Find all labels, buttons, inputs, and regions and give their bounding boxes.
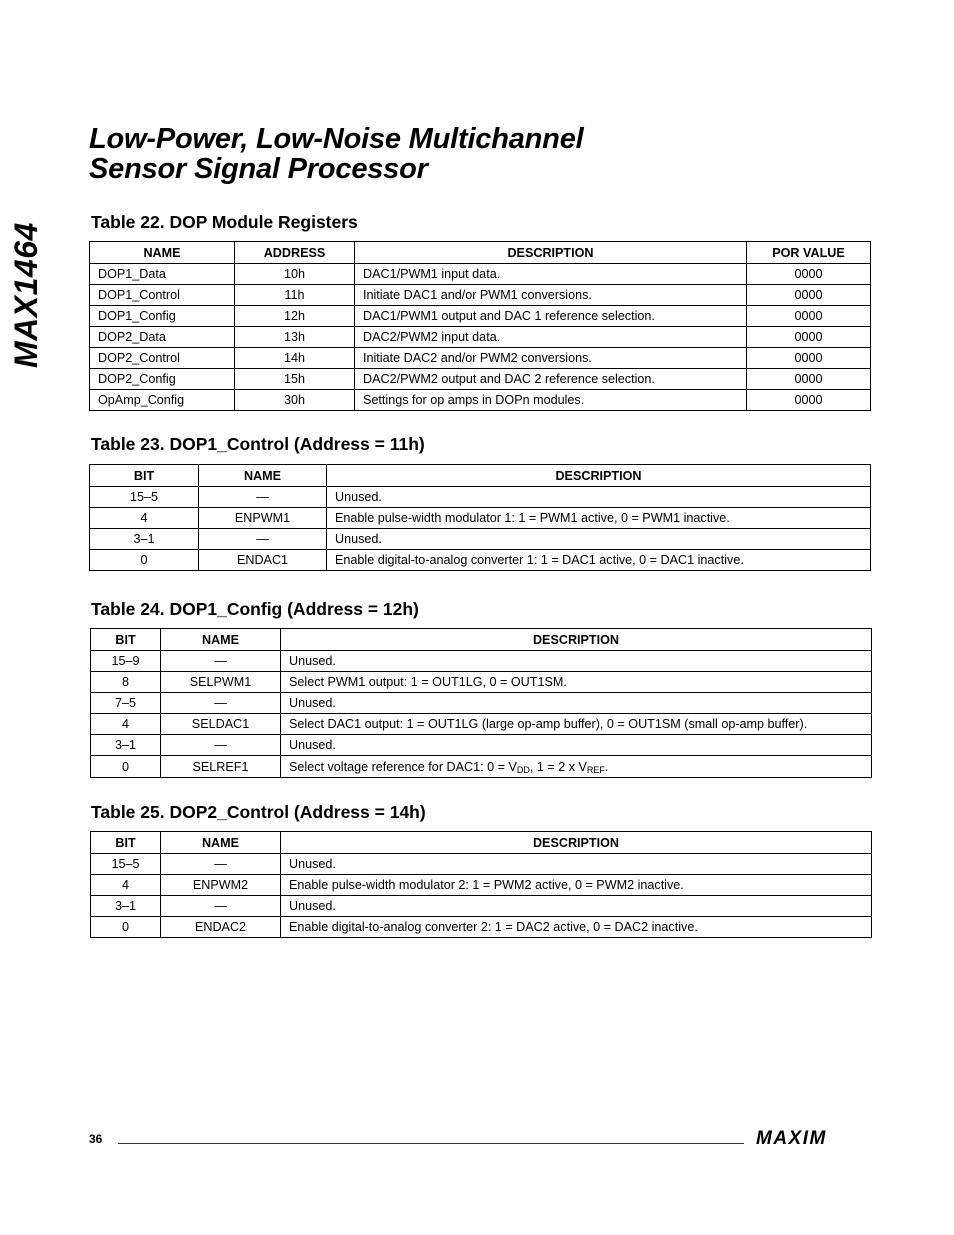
table-row: [91, 896, 872, 917]
desc-end: .: [604, 759, 609, 774]
cell-name: DOP1_Data: [90, 264, 235, 285]
table-row: [90, 487, 871, 508]
cell-por: 0000: [747, 306, 871, 327]
cell-description: Select PWM1 output: 1 = OUT1LG, 0 = OUT1SM.: [281, 672, 872, 693]
cell-description: [281, 756, 872, 778]
cell-name: DOP2_Data: [90, 327, 235, 348]
col-header-description: DESCRIPTION: [281, 832, 872, 854]
cell-description: Unused.: [327, 487, 871, 508]
table-row: [91, 672, 872, 693]
table-row: [91, 756, 872, 778]
title-line-2: Sensor Signal Processor: [89, 153, 428, 185]
table25: [90, 831, 872, 938]
cell-address: 13h: [235, 327, 355, 348]
cell-description: Unused.: [327, 529, 871, 550]
page-number: 36: [89, 1132, 103, 1146]
table-row: [91, 854, 872, 875]
cell-description: Unused.: [281, 735, 872, 756]
table22: [89, 241, 871, 411]
table-row: [90, 264, 871, 285]
cell-name: —: [161, 854, 281, 875]
cell-por: 0000: [747, 348, 871, 369]
cell-por: 0000: [747, 264, 871, 285]
col-header-description: DESCRIPTION: [355, 242, 747, 264]
table23: [89, 464, 871, 571]
cell-por: 0000: [747, 327, 871, 348]
cell-address: 12h: [235, 306, 355, 327]
title-line-1: Low-Power, Low-Noise Multichannel: [89, 123, 584, 155]
cell-bit: 0: [91, 756, 161, 778]
subscript-ref: REF: [586, 764, 605, 775]
cell-description: Enable pulse-width modulator 1: 1 = PWM1 active, 0 = PWM1 inactive.: [327, 508, 871, 529]
cell-name: ENPWM2: [161, 875, 281, 896]
footer-divider: [118, 1143, 744, 1144]
subscript-dd: DD: [516, 764, 530, 775]
table-row: [90, 285, 871, 306]
col-header-description: DESCRIPTION: [281, 629, 872, 651]
cell-description: Settings for op amps in DOPn modules.: [355, 390, 747, 411]
col-header-address: ADDRESS: [235, 242, 355, 264]
cell-bit: 3–1: [90, 529, 199, 550]
cell-description: Initiate DAC2 and/or PWM2 conversions.: [355, 348, 747, 369]
col-header-name: NAME: [161, 832, 281, 854]
cell-description: DAC2/PWM2 input data.: [355, 327, 747, 348]
table-row: [90, 550, 871, 571]
cell-description: Select DAC1 output: 1 = OUT1LG (large op-amp buffer), 0 = OUT1SM (small op-amp buffer).: [281, 714, 872, 735]
cell-description: DAC1/PWM1 output and DAC 1 reference selection.: [355, 306, 747, 327]
col-header-bit: BIT: [90, 465, 199, 487]
cell-name: ENDAC2: [161, 917, 281, 938]
maxim-logo: [756, 1129, 866, 1152]
table25-caption: Table 25. DOP2_Control (Address = 14h): [91, 802, 426, 822]
page-title: [89, 124, 584, 184]
cell-name: OpAmp_Config: [90, 390, 235, 411]
table-row: [90, 369, 871, 390]
maxim-logo-text: MAXIM: [756, 1129, 827, 1147]
cell-bit: 0: [91, 917, 161, 938]
cell-name: DOP2_Control: [90, 348, 235, 369]
cell-description: Unused.: [281, 854, 872, 875]
table-row: [90, 529, 871, 550]
cell-bit: 3–1: [91, 896, 161, 917]
cell-name: —: [161, 896, 281, 917]
cell-bit: 8: [91, 672, 161, 693]
cell-description: DAC2/PWM2 output and DAC 2 reference selection.: [355, 369, 747, 390]
cell-name: —: [161, 651, 281, 672]
cell-bit: 15–9: [91, 651, 161, 672]
table-row: [90, 390, 871, 411]
col-header-por-value: POR VALUE: [747, 242, 871, 264]
table22-caption: Table 22. DOP Module Registers: [91, 212, 358, 232]
col-header-name: NAME: [90, 242, 235, 264]
cell-bit: 4: [91, 875, 161, 896]
table-row: [91, 917, 872, 938]
table22-header-row: [90, 242, 871, 264]
cell-name: —: [161, 693, 281, 714]
cell-name: —: [161, 735, 281, 756]
table-row: [90, 508, 871, 529]
col-header-description: DESCRIPTION: [327, 465, 871, 487]
cell-description: Initiate DAC1 and/or PWM1 conversions.: [355, 285, 747, 306]
cell-bit: 7–5: [91, 693, 161, 714]
cell-name: DOP1_Control: [90, 285, 235, 306]
cell-bit: 0: [90, 550, 199, 571]
cell-bit: 4: [90, 508, 199, 529]
cell-bit: 4: [91, 714, 161, 735]
table23-header-row: [90, 465, 871, 487]
cell-address: 10h: [235, 264, 355, 285]
table-row: [91, 875, 872, 896]
col-header-name: NAME: [199, 465, 327, 487]
col-header-name: NAME: [161, 629, 281, 651]
cell-name: —: [199, 529, 327, 550]
table-row: [91, 651, 872, 672]
side-part-number: MAX1464: [8, 222, 44, 368]
cell-description: Unused.: [281, 693, 872, 714]
cell-name: —: [199, 487, 327, 508]
cell-name: ENPWM1: [199, 508, 327, 529]
table23-caption: Table 23. DOP1_Control (Address = 11h): [91, 434, 425, 454]
maxim-logo-graphic: [756, 1129, 866, 1147]
table-row: [90, 306, 871, 327]
desc-prefix: Select voltage reference for DAC1: 0 = V: [289, 759, 517, 774]
table24: [90, 628, 872, 778]
cell-description: Enable digital-to-analog converter 2: 1 = DAC2 active, 0 = DAC2 inactive.: [281, 917, 872, 938]
cell-description: Unused.: [281, 651, 872, 672]
cell-description: DAC1/PWM1 input data.: [355, 264, 747, 285]
cell-name: ENDAC1: [199, 550, 327, 571]
cell-name: DOP1_Config: [90, 306, 235, 327]
table24-header-row: [91, 629, 872, 651]
cell-address: 15h: [235, 369, 355, 390]
cell-address: 30h: [235, 390, 355, 411]
cell-name: SELPWM1: [161, 672, 281, 693]
desc-mid: , 1 = 2 x V: [529, 759, 587, 774]
cell-bit: 15–5: [91, 854, 161, 875]
cell-por: 0000: [747, 390, 871, 411]
cell-description: Enable pulse-width modulator 2: 1 = PWM2 active, 0 = PWM2 inactive.: [281, 875, 872, 896]
table-row: [91, 714, 872, 735]
table-row: [91, 735, 872, 756]
cell-bit: 15–5: [90, 487, 199, 508]
cell-name: SELREF1: [161, 756, 281, 778]
table-row: [91, 693, 872, 714]
table-row: [90, 348, 871, 369]
cell-description: Unused.: [281, 896, 872, 917]
col-header-bit: BIT: [91, 832, 161, 854]
col-header-bit: BIT: [91, 629, 161, 651]
cell-por: 0000: [747, 285, 871, 306]
table24-caption: Table 24. DOP1_Config (Address = 12h): [91, 599, 419, 619]
cell-name: DOP2_Config: [90, 369, 235, 390]
cell-por: 0000: [747, 369, 871, 390]
cell-address: 14h: [235, 348, 355, 369]
table-row: [90, 327, 871, 348]
cell-description: Enable digital-to-analog converter 1: 1 = DAC1 active, 0 = DAC1 inactive.: [327, 550, 871, 571]
table25-header-row: [91, 832, 872, 854]
cell-address: 11h: [235, 285, 355, 306]
cell-name: SELDAC1: [161, 714, 281, 735]
cell-bit: 3–1: [91, 735, 161, 756]
